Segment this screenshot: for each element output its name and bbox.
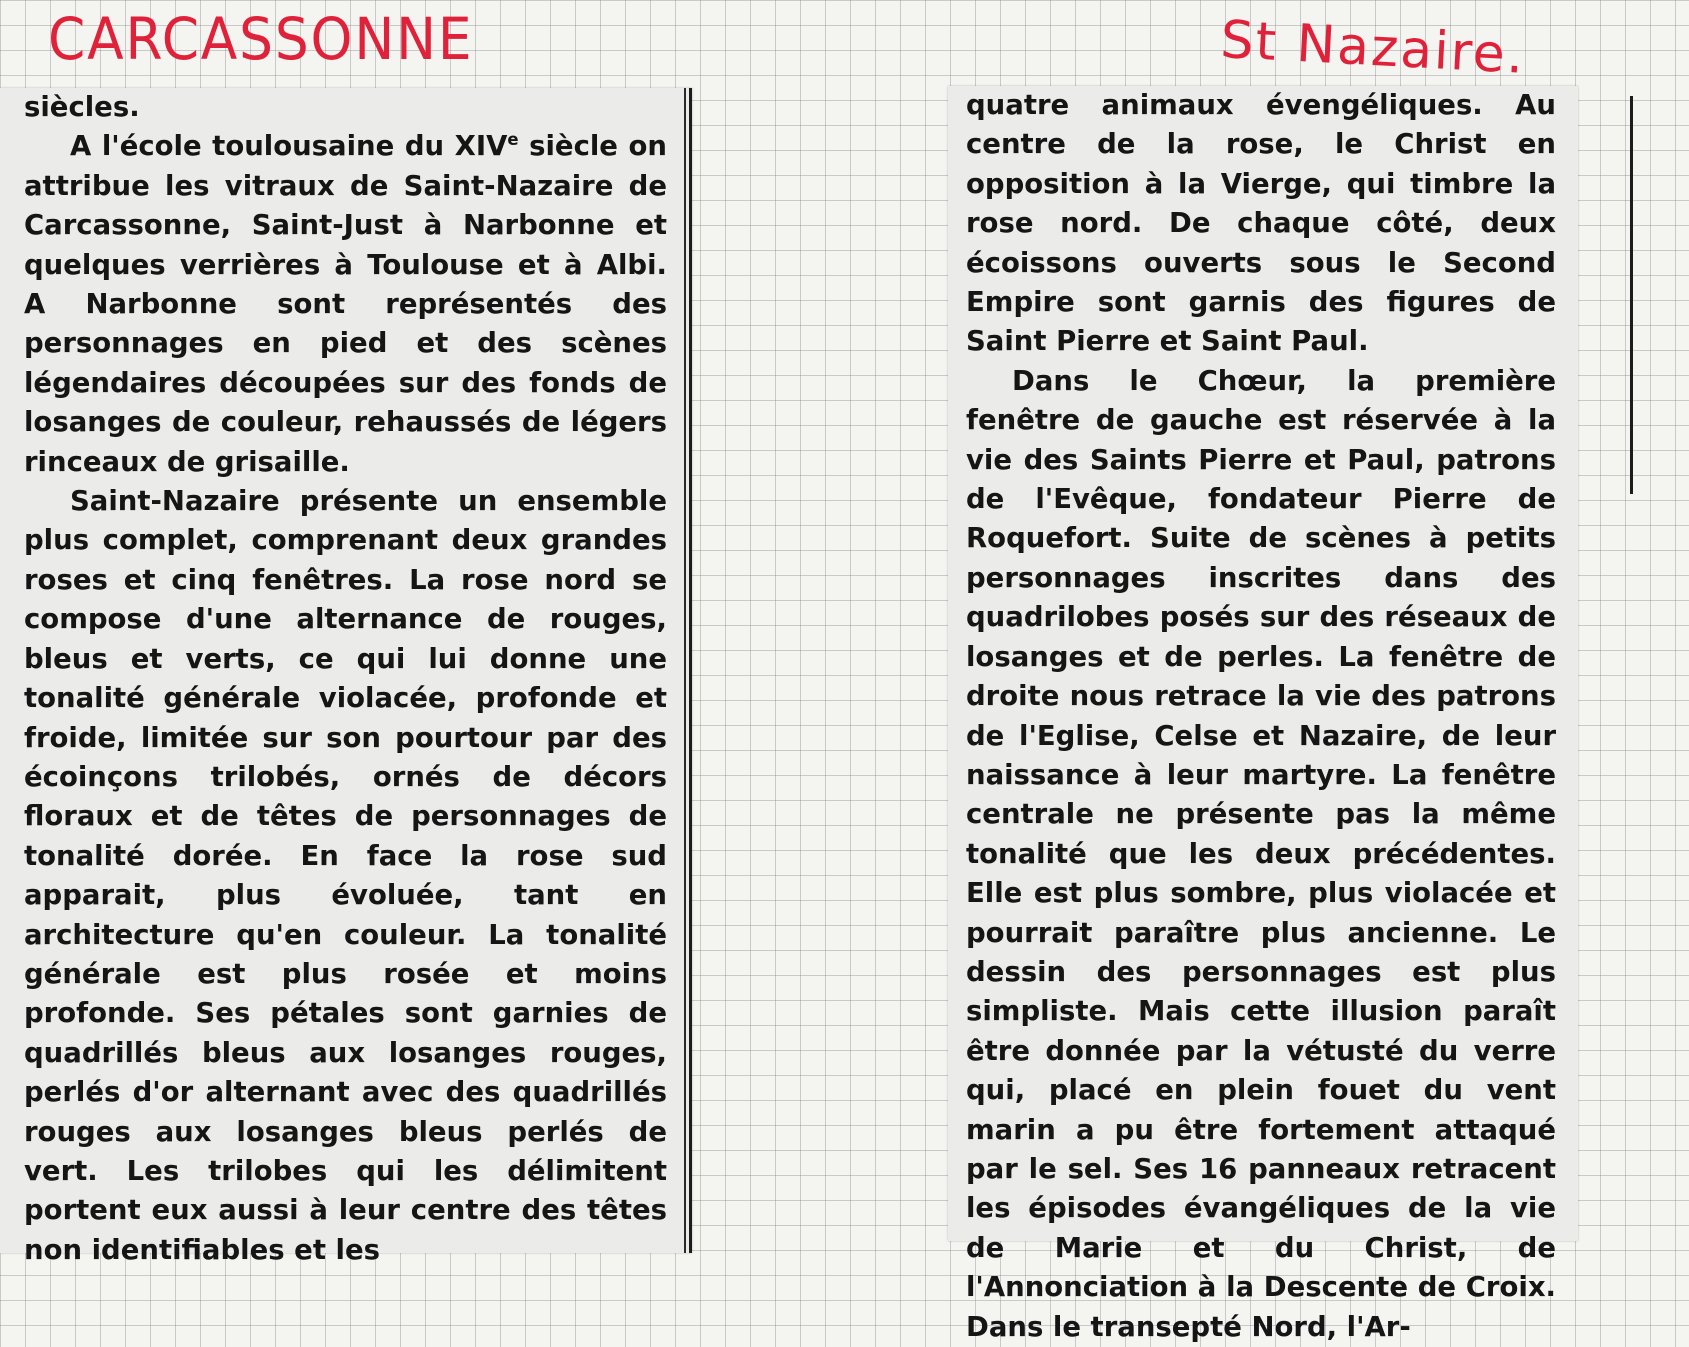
paragraph: Dans le Chœur, la première fenêtre de gauche est réservée à la vie des Saints Pierre et Paul, patrons de l'Evêque, fondateur Pierre de Roquefort. Suite de scènes à petits personnages inscrites dans des quadrilobes posés sur des réseaux de losanges et de perles. La fenêtre de droite nous retrace la vie des patrons de l'Eglise, Celse et Nazaire, de leur naissance à leur martyre. La fenêtre centrale ne présente pas la même tonalité que les deux précédentes. Elle est plus sombre, plus violacée et pourrait paraître plus ancienne. Le dessin des personnages est plus simpliste. Mais cette illusion paraît être donnée par la vétusté du verre qui, placé en plein fouet du vent marin a pu être fortement attaqué par le sel. Ses 16 panneaux retracent les épisodes évangéliques de la vie de Marie et du Christ, de l'Annonciation à la Descente de Croix. Dans le transepté Nord, l'Ar- xyxy=(966,364,1556,1343)
column-rule xyxy=(1630,96,1633,494)
paragraph: Saint-Nazaire présente un ensemble plus complet, comprenant deux grandes roses et cinq fenêtres. La rose nord se compose d'une alternance de rouges, bleus et verts, ce qui lui donne une tonalité générale violacée, profonde et froide, limitée sur son pourtour par des écoinçons trilobés, ornés de décors floraux et de têtes de personnages de tonalité dorée. En face la rose sud apparait, plus évoluée, tant en architecture qu'en couleur. La tonalité générale est plus rosée et moins profonde. Ses pétales sont garnies de quadrillés bleus aux losanges rouges, perlés d'or alternant avec des quadrillés rouges aux losanges bleus perlés de vert. Les trilobes qui les délimitent portent eux aussi à leur centre des têtes non identifiables et les xyxy=(24,485,667,1266)
newspaper-clipping-right xyxy=(948,86,1578,1343)
column-rule xyxy=(684,88,686,1253)
paragraph: quatre animaux évengéliques. Au centre de la rose, le Christ en opposition à la Vierge, qui timbre la rose nord. De chaque côté, deux écoissons ouverts sous le Second Empire sont garnis des figures de Saint Pierre et Saint Paul. xyxy=(966,89,1556,358)
cut-off-line: siècles. xyxy=(24,91,140,123)
clipping-right-text xyxy=(966,86,1556,1347)
handwritten-label-carcassonne: CARCASSONNE xyxy=(48,5,474,73)
paragraph xyxy=(24,127,667,482)
handwritten-label-st-nazaire: St Nazaire. xyxy=(1219,10,1527,86)
paragraph-text: siècle on attribue les vitraux de Saint-Nazaire de Carcassonne, Saint-Just à Narbonne et quelques verrières à Toulouse et à Albi. A Narbonne sont représentés des personnages en pied et des scènes légendaires découpées sur des fonds de losanges de couleur, rehaussés de légers rinceaux de grisaille. xyxy=(24,130,667,478)
superscript: e xyxy=(507,130,519,150)
clipping-left-text xyxy=(24,88,667,1270)
paragraph-text: A l'école toulousaine du XIV xyxy=(70,130,508,163)
newspaper-clipping-left xyxy=(0,88,692,1266)
